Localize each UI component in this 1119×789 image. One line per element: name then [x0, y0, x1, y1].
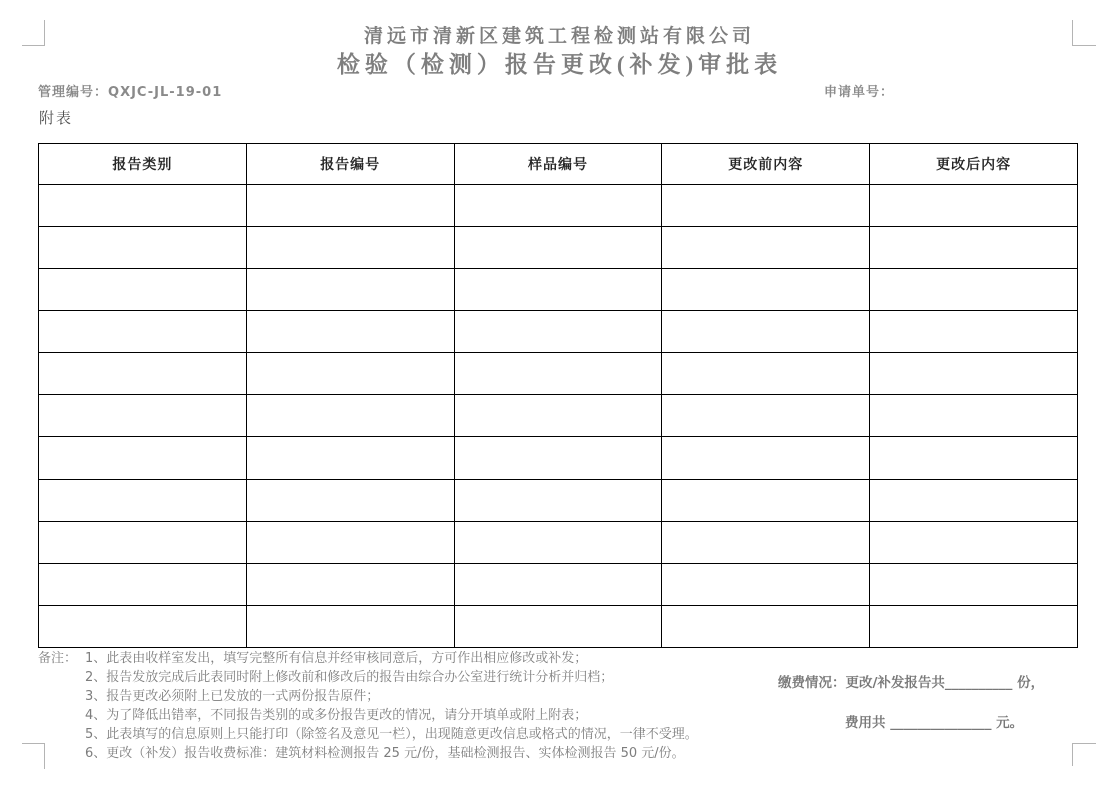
- note-item: 1、此表由收样室发出，填写完整所有信息并经审核同意后，方可作出相应修改或补发；: [85, 651, 588, 666]
- empty-cell: [39, 227, 247, 269]
- empty-cell: [662, 605, 870, 647]
- notes-list: [85, 649, 758, 763]
- empty-cell: [662, 437, 870, 479]
- table-row: [39, 395, 1078, 437]
- empty-cell: [454, 269, 662, 311]
- empty-cell: [246, 437, 454, 479]
- table-row: [39, 353, 1078, 395]
- empty-cell: [870, 563, 1078, 605]
- attachment-table-label: 附表: [39, 111, 74, 127]
- empty-cell: [454, 185, 662, 227]
- empty-cell: [662, 395, 870, 437]
- note-item: 6、更改（补发）报告收费标准：建筑材料检测报告 25 元/份，基础检测报告、实体检测报告 50 元/份。: [85, 746, 685, 761]
- empty-cell: [246, 353, 454, 395]
- empty-cell: [246, 479, 454, 521]
- column-header: 报告编号: [246, 144, 454, 185]
- table-row: [39, 605, 1078, 647]
- empty-cell: [454, 311, 662, 353]
- empty-cell: [39, 269, 247, 311]
- empty-cell: [39, 479, 247, 521]
- empty-cell: [870, 227, 1078, 269]
- empty-cell: [39, 311, 247, 353]
- empty-cell: [246, 227, 454, 269]
- empty-cell: [246, 605, 454, 647]
- empty-cell: [870, 353, 1078, 395]
- empty-cell: [39, 353, 247, 395]
- management-number-value: QXJC-JL-19-01: [108, 85, 223, 100]
- empty-cell: [454, 395, 662, 437]
- empty-cell: [454, 605, 662, 647]
- notes-label: 备注：: [38, 651, 78, 666]
- table-row: [39, 185, 1078, 227]
- empty-cell: [454, 563, 662, 605]
- empty-cell: [870, 269, 1078, 311]
- empty-cell: [662, 521, 870, 563]
- empty-cell: [246, 185, 454, 227]
- empty-cell: [662, 269, 870, 311]
- note-item: 5、此表填写的信息原则上只能打印（除签名及意见一栏），出现随意更改信息或格式的情况，一律不受理。: [85, 727, 698, 742]
- table-row: [39, 521, 1078, 563]
- empty-cell: [454, 479, 662, 521]
- empty-cell: [870, 605, 1078, 647]
- note-item: 3、报告更改必须附上已发放的一式两份报告原件；: [85, 689, 380, 704]
- payment-line-fee: 费用共 _______________ 元。: [845, 715, 1024, 731]
- empty-cell: [39, 563, 247, 605]
- table-row: [39, 437, 1078, 479]
- empty-cell: [39, 395, 247, 437]
- empty-cell: [39, 185, 247, 227]
- corner-crop-mark-bottom-right: [1072, 743, 1096, 766]
- empty-cell: [246, 395, 454, 437]
- empty-cell: [870, 437, 1078, 479]
- table-row: [39, 269, 1078, 311]
- empty-cell: [246, 521, 454, 563]
- payment-line-copies: 缴费情况：更改/补发报告共__________ 份，: [778, 675, 1045, 691]
- column-header: 样品编号: [454, 144, 662, 185]
- empty-cell: [246, 563, 454, 605]
- table-row: [39, 227, 1078, 269]
- column-header: 更改前内容: [662, 144, 870, 185]
- table-row: [39, 311, 1078, 353]
- empty-cell: [39, 437, 247, 479]
- empty-cell: [870, 311, 1078, 353]
- table-body: [39, 185, 1078, 648]
- company-name: 清远市清新区建筑工程检测站有限公司: [363, 26, 755, 47]
- empty-cell: [454, 521, 662, 563]
- report-change-table: [38, 143, 1078, 648]
- table-row: [39, 563, 1078, 605]
- empty-cell: [662, 227, 870, 269]
- note-item: 4、为了降低出错率，不同报告类别的或多份报告更改的情况，请分开填单或附上附表；: [85, 708, 588, 723]
- empty-cell: [662, 185, 870, 227]
- empty-cell: [870, 185, 1078, 227]
- column-header: 更改后内容: [870, 144, 1078, 185]
- empty-cell: [39, 521, 247, 563]
- empty-cell: [39, 605, 247, 647]
- empty-cell: [870, 521, 1078, 563]
- table-header-row: [39, 144, 1078, 185]
- note-item: 2、报告发放完成后此表同时附上修改前和修改后的报告由综合办公室进行统计分析并归档；: [85, 670, 614, 685]
- empty-cell: [870, 479, 1078, 521]
- management-number-label: 管理编号：: [38, 85, 109, 100]
- management-number: [38, 81, 222, 100]
- page-title: 检验（检测）报告更改(补发)审批表: [336, 52, 783, 77]
- empty-cell: [246, 311, 454, 353]
- empty-cell: [662, 563, 870, 605]
- empty-cell: [454, 353, 662, 395]
- notes-section: [38, 649, 758, 763]
- empty-cell: [454, 227, 662, 269]
- empty-cell: [454, 437, 662, 479]
- empty-cell: [662, 353, 870, 395]
- empty-cell: [662, 311, 870, 353]
- empty-cell: [246, 269, 454, 311]
- column-header: 报告类别: [39, 144, 247, 185]
- empty-cell: [870, 395, 1078, 437]
- application-number-label: 申请单号：: [824, 85, 895, 100]
- empty-cell: [662, 479, 870, 521]
- table-row: [39, 479, 1078, 521]
